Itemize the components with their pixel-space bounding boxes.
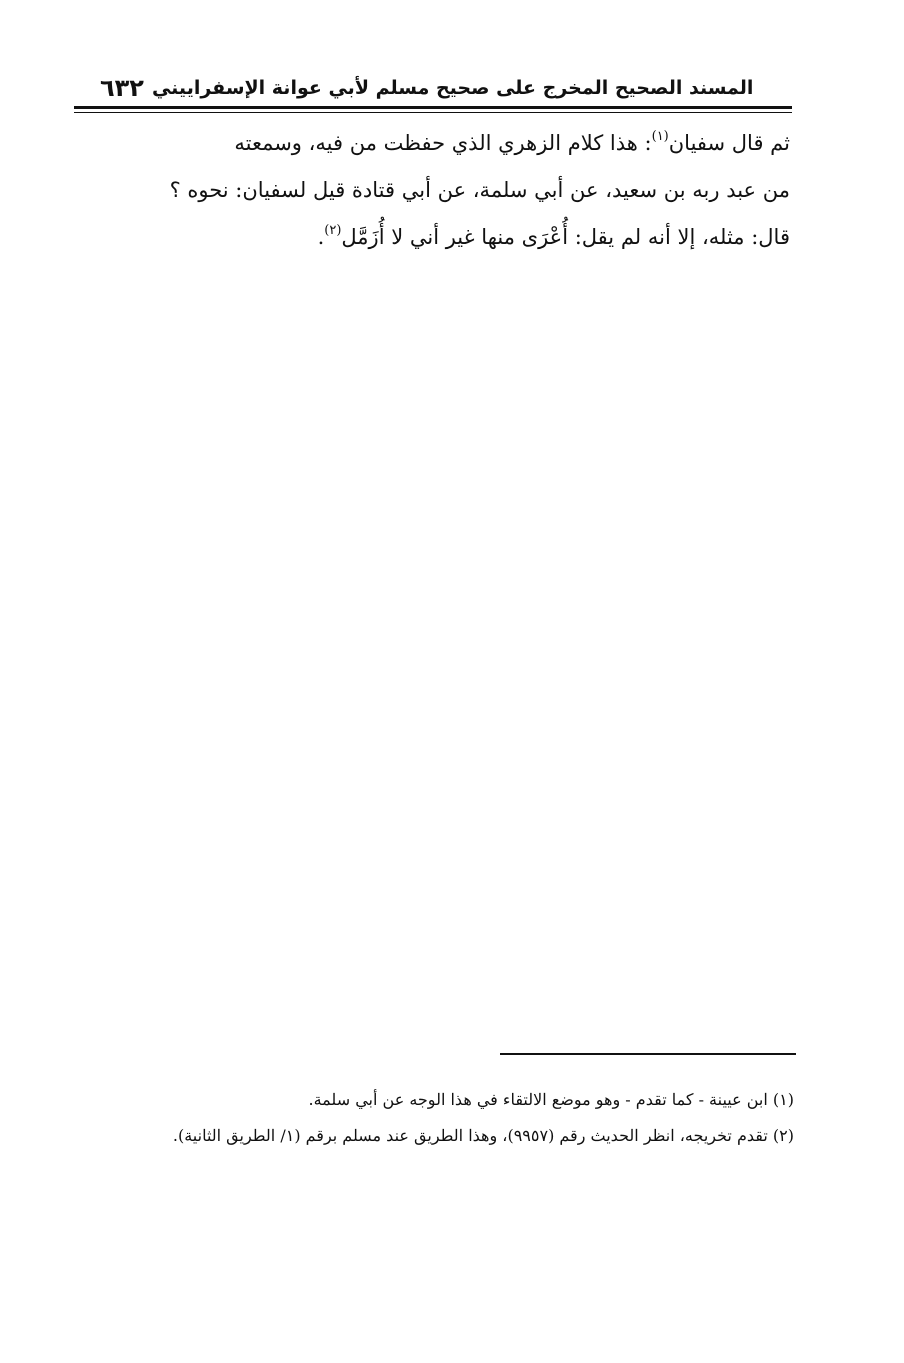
footnotes [100,1082,794,1154]
text-span: ثم قال سفيان [668,131,790,155]
text-line [78,167,790,214]
footnote: (٢) تقدم تخريجه، انظر الحديث رقم (٩٩٥٧)، وهذا الطريق عند مسلم برقم (١/ الطريق الثانية). [172,1126,794,1145]
running-header [74,70,794,106]
main-text [78,120,790,261]
text-span: من عبد ربه بن سعيد، عن أبي سلمة، عن أبي قتادة قيل لسفيان: نحوه ؟ [169,178,790,202]
footnote-separator [500,1053,796,1055]
running-title: المسند الصحيح المخرج على صحيح مسلم لأبي عوانة الإسفراييني [151,77,754,99]
text-span: : هذا كلام الزهري الذي حفظت من فيه، وسمعته [234,131,652,155]
text-span: . [317,225,325,249]
text-line [78,214,790,261]
footnote-ref: (١) [651,129,669,144]
header-rule-thin [74,112,792,113]
text-line [78,120,790,167]
footnote: (١) ابن عيينة - كما تقدم - وهو موضع الالتقاء في هذا الوجه عن أبي سلمة. [308,1090,794,1109]
text-span: قال: مثله، إلا أنه لم يقل: أُعْرَى منها غير أني لا أُزَمَّل [341,225,790,249]
header-rule [74,106,792,109]
footnote-ref: (٢) [324,223,342,238]
page-number: ٦٣٢ [100,74,144,102]
